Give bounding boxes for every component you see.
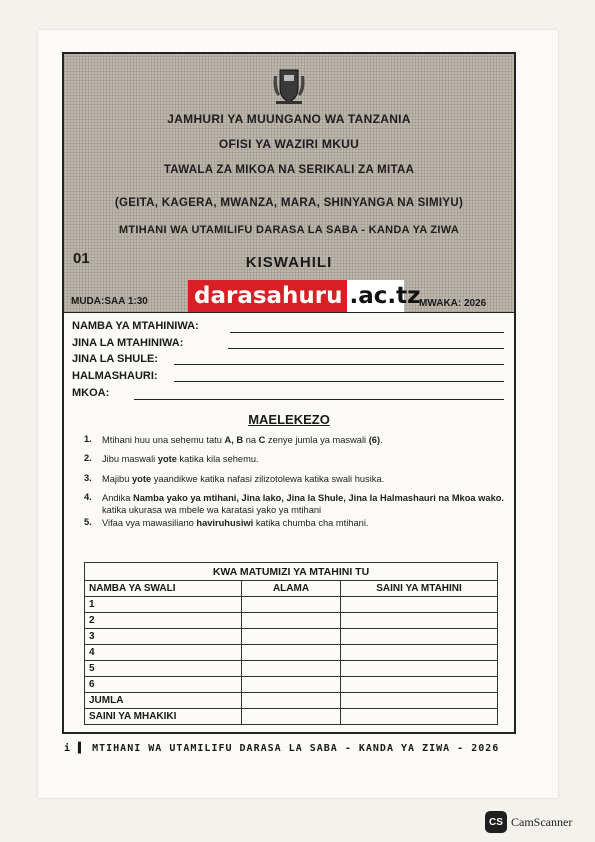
subject-title: KISWAHILI xyxy=(245,254,333,271)
field-candidate-name-line[interactable] xyxy=(228,348,504,349)
table-row: 4 xyxy=(85,645,498,661)
exam-title: MTIHANI WA UTAMILIFU DARASA LA SABA - KANDA YA ZIWA xyxy=(118,224,460,236)
instruction-number: 3. xyxy=(84,473,92,483)
exam-duration: MUDA:SAA 1:30 xyxy=(71,296,148,307)
instruction-number: 4. xyxy=(84,492,92,502)
table-caption: KWA MATUMIZI YA MTAHINI TU xyxy=(85,563,498,581)
tamisemi-title: TAWALA ZA MIKOA NA SERIKALI ZA MITAA xyxy=(163,164,415,176)
watermark-red-text: darasahuru xyxy=(188,280,347,312)
header-divider xyxy=(64,312,514,313)
regions-title: (GEITA, KAGERA, MWANZA, MARA, SHINYANGA NA SIMIYU) xyxy=(114,197,464,209)
instruction-item-1: Mtihani huu una sehemu tatu A, B na C zenye jumla ya maswali (6). xyxy=(102,435,383,445)
table-row-checker: SAINI YA MHAKIKI xyxy=(85,709,498,725)
table-row-total: JUMLA xyxy=(85,693,498,709)
instruction-item-4: Andika Namba yako ya mtihani, Jina lako, Jina la Shule, Jina la Halmashauri na Mkoa wako. katika ukurasa wa mbele wa karatasi yako ya mtihani xyxy=(102,493,504,515)
field-region-line[interactable] xyxy=(134,399,504,400)
table-row: 6 xyxy=(85,677,498,693)
instruction-number: 2. xyxy=(84,453,92,463)
subject-code: 01 xyxy=(73,250,90,267)
camscanner-logo-icon: CS xyxy=(485,811,507,833)
office-title: OFISI YA WAZIRI MKUU xyxy=(218,137,360,151)
watermark-black-text: .ac.tz xyxy=(349,283,421,309)
footer-text: MTIHANI WA UTAMILIFU DARASA LA SABA - KANDA YA ZIWA - 2026 xyxy=(92,743,500,754)
table-row: 3 xyxy=(85,629,498,645)
page-number: i xyxy=(64,743,72,754)
field-council-line[interactable] xyxy=(174,381,504,382)
instruction-item-3: Majibu yote yaandikwe katika nafasi zilizotolewa katika swali husika. xyxy=(102,474,385,484)
field-candidate-name-label: JINA LA MTAHINIWA: xyxy=(72,337,184,349)
field-school-label: JINA LA SHULE: xyxy=(72,353,158,365)
field-region-label: MKOA: xyxy=(72,387,110,399)
table-row: 1 xyxy=(85,597,498,613)
marking-table xyxy=(84,562,498,725)
table-header-question: NAMBA YA SWALI xyxy=(85,581,242,597)
table-row: 5 xyxy=(85,661,498,677)
field-council-label: HALMASHAURI: xyxy=(72,370,158,382)
instructions-title: MAELEKEZO xyxy=(248,412,330,427)
republic-title: JAMHURI YA MUUNGANO WA TANZANIA xyxy=(167,112,411,126)
field-candidate-number-label: NAMBA YA MTAHINIWA: xyxy=(72,320,199,332)
instruction-item-5: Vifaa vya mawasiliano haviruhusiwi katika chumba cha mtihani. xyxy=(102,518,369,528)
table-header-signature: SAINI YA MTAHINI xyxy=(341,581,498,597)
watermark-logo xyxy=(188,280,421,312)
instruction-number: 1. xyxy=(84,434,92,444)
instruction-item-2: Jibu maswali yote katika kila sehemu. xyxy=(102,454,259,464)
instruction-number: 5. xyxy=(84,517,92,527)
coat-of-arms-icon xyxy=(272,66,306,106)
page-footer: i ▌ MTIHANI WA UTAMILIFU DARASA LA SABA - KANDA YA ZIWA - 2026 xyxy=(64,743,500,754)
camscanner-name: CamScanner xyxy=(511,815,573,829)
exam-year: MWAKA: 2026 xyxy=(419,298,487,309)
field-candidate-number-line[interactable] xyxy=(230,332,504,333)
table-row: 2 xyxy=(85,613,498,629)
table-header-marks: ALAMA xyxy=(241,581,340,597)
field-school-line[interactable] xyxy=(174,364,504,365)
